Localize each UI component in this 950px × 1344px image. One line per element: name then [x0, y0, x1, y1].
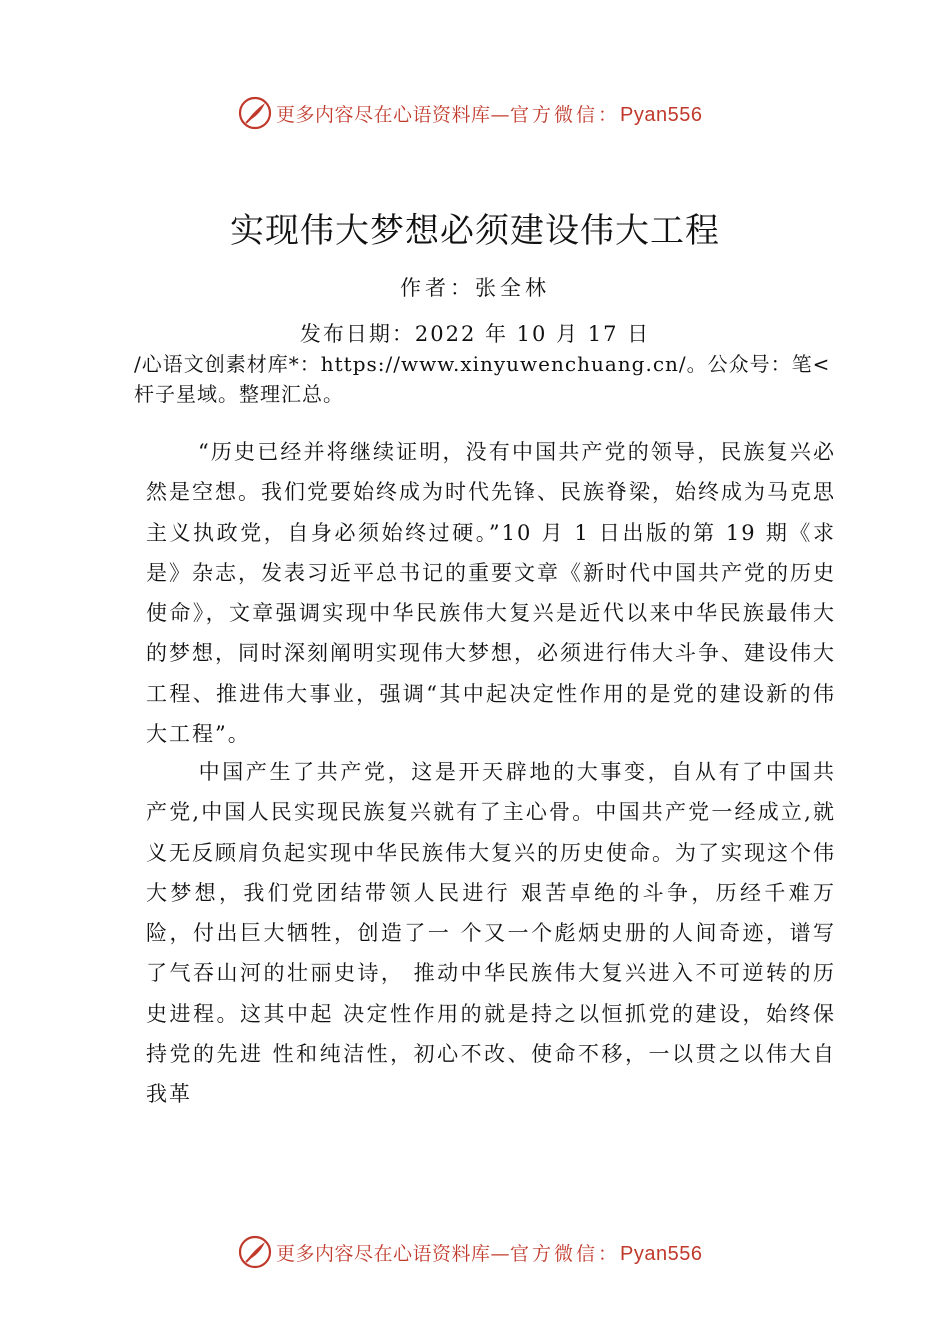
quill-pen-logo-icon — [238, 1235, 272, 1269]
article-author: 作者：张全林 — [400, 276, 550, 300]
promo-text: 更多内容尽在心语资料库 — [276, 1243, 491, 1265]
paragraph-text: “历史已经并将继续证明，没有中国共产党的领导，民族复兴必然是空想。我们党要始终成为时代先锋、民族脊梁，始终成为马克思主义执政党，自身必须始终过硬。”10 月 1 日出版的第 19 期《求是》杂志，发表习近平总书记的重要文章《新时代中国共产党的历史使命》，文章强调实现中华民族伟大复兴是近代以来中华民族最伟大的梦想，同时深刻阐明实现伟大梦想，必须进行伟大斗争、建设伟大工程、推进伟大事业，强调“其中起决定性作用的是党的建设新的伟大工程”。 — [146, 440, 836, 747]
wechat-label: 官方微信： — [510, 104, 621, 126]
paragraph — [146, 752, 836, 1115]
source-note: /心语文创素材库*：https://www.xinyuwenchuang.cn/。公众号：笔<杆子星域。整理汇总。 — [134, 352, 831, 406]
paragraph-text: 中国产生了共产党，这是开天辟地的大事变，自从有了中国共产党,中国人民实现民族复兴就有了主心骨。中国共产党一经成立,就义无反顾肩负起实现中华民族伟大复兴的历史使命。为了实现这个伟大梦想，我们党团结带领人民进行 艰苦卓绝的斗争，历经千难万险，付出巨大牺牲，创造了一 个又一个彪炳史册的人间奇迹，谱写了气吞山河的壮丽史诗， 推动中华民族伟大复兴进入不可逆转的历史进程。这其中起 决定性作用的就是持之以恒抓党的建设，始终保持党的先进 性和纯洁性，初心不改、使命不移，一以贯之以伟大自我革 — [146, 760, 836, 1107]
banner-text — [276, 100, 703, 127]
wechat-id: Pyan556 — [620, 1243, 703, 1265]
article-date: 发布日期：2022 年 10 月 17 日 — [299, 322, 651, 346]
quill-pen-logo-icon — [238, 96, 272, 130]
article-title: 实现伟大梦想必须建设伟大工程 — [230, 211, 720, 251]
banner-separator: — — [490, 104, 511, 126]
paragraph — [146, 432, 836, 754]
promo-text: 更多内容尽在心语资料库 — [276, 104, 491, 126]
banner-separator: — — [490, 1243, 511, 1265]
header-banner — [0, 94, 950, 134]
wechat-label: 官方微信： — [510, 1243, 621, 1265]
banner-text — [276, 1239, 703, 1266]
footer-banner — [0, 1233, 950, 1273]
wechat-id: Pyan556 — [620, 104, 703, 126]
